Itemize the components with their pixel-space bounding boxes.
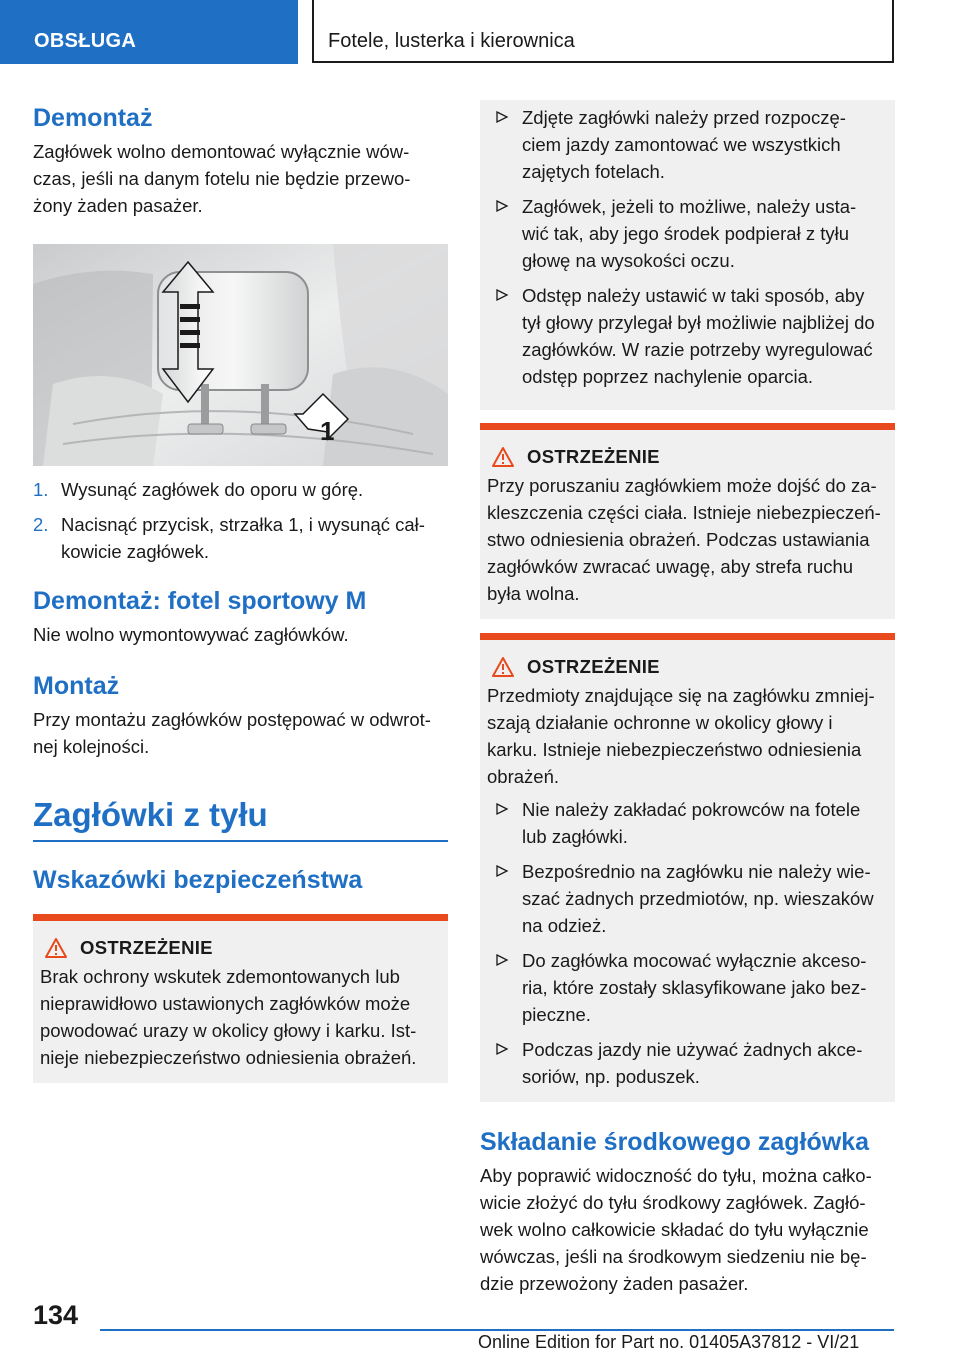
heading-rule: [33, 840, 448, 842]
warning-list: [487, 796, 888, 1090]
montaz-text: Przy montażu zagłówków postępować w odwrot- nej kolejności.: [33, 709, 431, 757]
list-item: Nie należy zakładać pokrowców na fotele lub zagłówki.: [487, 796, 888, 850]
montaz-heading: Montaż: [33, 672, 120, 700]
warning-header: [487, 446, 888, 468]
list-item: Bezpośrednio na zagłówku nie należy wie- szać żadnych przedmiotów, np. wieszaków na odzież.: [487, 858, 888, 939]
warning-triangle-icon: [491, 446, 515, 468]
triangle-bullet-icon: [495, 1042, 509, 1056]
callout-number-1: 1: [320, 416, 335, 446]
chapter-header: [312, 0, 894, 63]
triangle-bullet-icon: [495, 953, 509, 967]
triangle-bullet-icon: [495, 110, 509, 124]
left-column: [33, 100, 448, 1083]
warning-text: Przedmioty znajdujące się na zagłówku zmniej- szają działanie ochronne w okolicy głowy i karku. Istnieje niebezpieczeństwo odniesienia obrażeń.: [487, 685, 875, 787]
headrest-figure: [33, 244, 448, 466]
triangle-bullet-icon: [495, 199, 509, 213]
headrest-illustration: [33, 244, 448, 466]
rear-headrests-heading: Zagłówki z tyłu: [33, 796, 268, 833]
warning-text: Przy poruszaniu zagłówkiem może dojść do za- kleszczenia części ciała. Istnieje niebezpieczeń- stwo odniesienia obrażeń. Podczas ustawiania zagłówków zwracać uwagę, aby strefa ruchu była wolna.: [487, 475, 881, 604]
continued-list-box: [480, 100, 895, 410]
warning-triangle-icon: [44, 937, 68, 959]
warning-text: Brak ochrony wskutek zdemontowanych lub nieprawidłowo ustawionych zagłówków może powodować urazy w okolicy głowy i karku. Ist- nieje niebezpieczeństwo odniesienia obrażeń.: [40, 966, 417, 1068]
safety-heading: Wskazówki bezpieczeństwa: [33, 866, 363, 894]
step-item: 1. Wysunąć zagłówek do oporu w górę.: [33, 479, 364, 500]
list-item: Zagłówek, jeżeli to możliwe, należy usta- wić tak, aby jego środek podpierał z tyłu głowę na wysokości oczu.: [487, 193, 888, 274]
triangle-bullet-icon: [495, 864, 509, 878]
section-label: OBSŁUGA: [34, 30, 137, 52]
edition-note: Online Edition for Part no. 01405A37812 - VI/21: [478, 1332, 860, 1352]
footer-rule: [100, 1329, 894, 1331]
warning-header: [40, 937, 441, 959]
list-item: Podczas jazdy nie używać żadnych akce- soriów, np. poduszek.: [487, 1036, 888, 1090]
warning-box: [480, 423, 895, 619]
warning-triangle-icon: [491, 656, 515, 678]
section-tab: [0, 0, 298, 64]
sport-heading: Demontaż: fotel sportowy M: [33, 587, 367, 615]
warning-title: OSTRZEŻENIE: [80, 937, 213, 958]
continued-list: [487, 104, 888, 390]
page-number: 134: [33, 1300, 79, 1330]
warning-title: OSTRZEŻENIE: [527, 656, 660, 677]
list-item: Do zagłówka mocować wyłącznie akceso- ria, które zostały sklasyfikowane jako bez- pieczne.: [487, 947, 888, 1028]
chapter-title: Fotele, lusterka i kierownica: [328, 30, 575, 52]
demontaz-text: Zagłówek wolno demontować wyłącznie wów- czas, jeśli na danym fotelu nie będzie przewo- żony żaden pasażer.: [33, 141, 411, 216]
list-item: Odstęp należy ustawić w taki sposób, aby tył głowy przylegał był możliwie najbliżej do zagłówków. W razie potrzeby wyregulować odstęp poprzez nachylenie oparcia.: [487, 282, 888, 390]
fold-text: Aby poprawić widoczność do tyłu, można całko- wicie złożyć do tyłu środkowy zagłówek. Zagłó- wek wolno całkowicie składać do tyłu wyłącznie wówczas, jeśli na środkowym siedzeniu nie bę- dzie przewożony żaden pasażer.: [480, 1165, 872, 1294]
triangle-bullet-icon: [495, 802, 509, 816]
right-column: [480, 100, 895, 1297]
demontaz-heading: Demontaż: [33, 104, 153, 132]
fold-heading: Składanie środkowego zagłówka: [480, 1128, 870, 1156]
sport-text: Nie wolno wymontowywać zagłówków.: [33, 624, 349, 645]
step-list: [33, 476, 448, 565]
warning-header: [487, 656, 888, 678]
warning-box: [33, 914, 448, 1083]
list-item: Zdjęte zagłówki należy przed rozpoczę- ciem jazdy zamontować we wszystkich zajętych fotelach.: [487, 104, 888, 185]
step-item: 2. Nacisnąć przycisk, strzałka 1, i wysunąć cał- kowicie zagłówek.: [33, 514, 425, 562]
warning-title: OSTRZEŻENIE: [527, 446, 660, 467]
triangle-bullet-icon: [495, 288, 509, 302]
warning-box: [480, 633, 895, 1102]
